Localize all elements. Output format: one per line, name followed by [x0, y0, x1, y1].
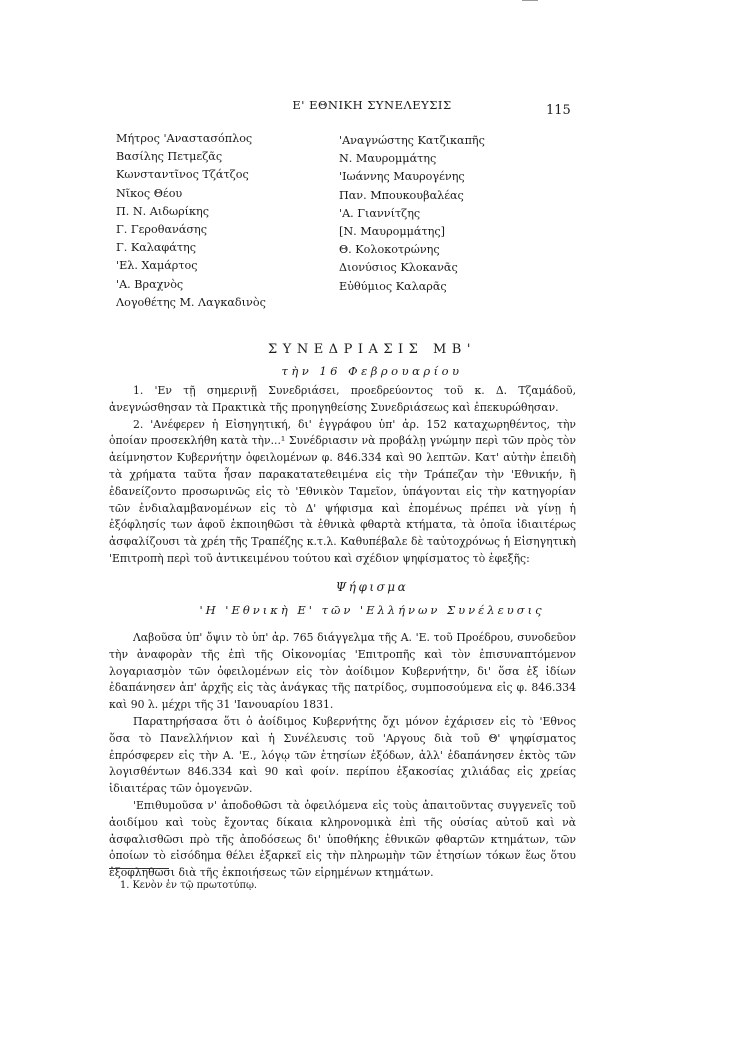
signatory-name: Κωνσταντῖνος Τζάτζος	[116, 168, 249, 182]
signatory-name: Λογοθέτης Μ. Λαγκαδινὸς	[116, 295, 266, 309]
resolution-subheading: 'Η 'Εθνικὴ Ε' τῶν 'Ελλήνων Συνέλευσις	[199, 603, 545, 617]
signatory-name: Παν. Μπουκουβαλέας	[339, 188, 464, 202]
resolution-heading: Ψήφισμα	[335, 580, 409, 594]
session-date: τὴν 16 Φεβρουαρίου	[281, 364, 463, 378]
signatories-right-column	[339, 132, 485, 296]
signatory-name: 'Αναγνώστης Κατζικαπῆς	[339, 134, 485, 147]
signatory-name: 'Α. Βραχνὸς	[116, 277, 184, 291]
footnote: 1. Κενὸν ἐν τῷ πρωτοτύπῳ.	[120, 880, 258, 891]
resolution-body	[109, 630, 576, 882]
signatories-left-column	[116, 130, 266, 312]
signatory-name: Νῖκος Θέου	[116, 186, 183, 200]
paragraph-1: 1. 'Εν τῇ σημερινῇ Συνεδριάσει, προεδρεύοντος τοῦ κ. Δ. Τζαμάδοῦ, ἀνεγνώσθησαν τὰ Πρακτικὰ τῆς προηγηθείσης Συνεδριάσεως καὶ ἐπεκυρώθησαν.	[109, 384, 576, 414]
signatory-name: Βασίλης Πετμεζᾶς	[116, 150, 223, 164]
signatory-name: 'Α. Γιαννίτζης	[339, 206, 421, 220]
page-edge-mark	[522, 0, 538, 1]
signatory-name: Μήτρος 'Αναστασόπλος	[116, 132, 253, 145]
session-body	[109, 383, 576, 568]
session-title: ΣΥΝΕΔΡΙΑΣΙΣ ΜΒ'	[268, 342, 476, 357]
signatory-name: 'Ιωάννης Μαυρογένης	[339, 170, 465, 184]
signatory-name: Θ. Κολοκοτρώνης	[339, 243, 440, 257]
signatory-name: Διονύσιος Κλοκανᾶς	[339, 261, 458, 275]
signatory-name: 'Ελ. Χαμάρτος	[116, 259, 198, 273]
resolution-paragraph-3: 'Επιθυμοῦσα ν' ἀποδοθῶσι τὰ ὀφειλόμενα εἰς τοὺς ἀπαιτοῦντας συγγενεῖς τοῦ ἀοιδίμου καὶ τοὺς ἔχοντας δίκαια κληρονομικὰ ἐπὶ τῆς οὐσίας αὐτοῦ καὶ νὰ ἀσφαλισθῶσι πρὸ τῆς ἀποδόσεως δι' ὑποθήκης ἐθνικῶν φθαρτῶν κτημάτων, τῶν ὁποίων τὸ εἰσόδημα θέλει ἐξαρκεῖ εἰς τὴν πληρωμὴν τῶν ἐτησίων τόκων ἕως ὅτου ἐξοφληθῶσι διὰ τῆς ἐκποιήσεως τῶν εἰρημένων κτημάτων.	[109, 798, 576, 880]
resolution-paragraph-2: Παρατηρήσασα ὅτι ὁ ἀοίδιμος Κυβερνήτης ὄχι μόνον ἐχάρισεν εἰς τὸ 'Εθνος ὅσα τὸ Πανελλήνιον καὶ ἡ Συνέλευσις τοῦ 'Αργους διὰ τοῦ Θ' ψηφίσματος ἐπρόσφερεν εἰς τὴν Α. 'Ε., λόγῳ τῶν ἐτησίων ἐξόδων, ἀλλ' ἐδαπάνησεν ἐκτὸς τῶν λογισθέντων 846.334 καὶ 90 καὶ φοίν. περίπου ἐξακοσίας χιλιάδας εἰς χρείας ἰδιαιτέρας τῶν ὁμογενῶν.	[109, 714, 576, 796]
signatory-name: Γ. Γεροθανάσης	[116, 223, 207, 237]
running-title: Ε' ΕΘΝΙΚΗ ΣΥΝΕΛΕΥΣΙΣ	[292, 98, 452, 112]
signatory-name: [Ν. Μαυρομμάτης]	[339, 225, 446, 239]
paragraph-2: 2. 'Ανέφερεν ἡ Εἰσηγητική, δι' ἐγγράφου ὑπ' ἀρ. 152 καταχωρηθέντος, τὴν ὁποίαν προσεκλήθη κατὰ τὴν...¹ Συνέδριασιν νὰ προβάλῃ γνώμην περὶ τῶν πρὸς τὸν ἀείμνηστον Κυβερνήτην ὀφειλομένων φ. 846.334 καὶ 90 λεπτῶν. Κατ' αὐτὴν ἐπειδὴ τὰ χρήματα ταῦτα ἦσαν παρακατατεθειμένα εἰς τὴν Τράπεζαν τὴν 'Εθνικήν, ἢ ἐδανείζοντο προσωρινῶς εἰς τὸ 'Εθνικὸν Ταμεῖον, ὑπάγονται εἰς τὴν κατηγορίαν τῶν ἐνδιαλαμβανομένων εἰς τὸ Δ' ψήφισμα καὶ ἐπομένως πρέπει νὰ γίνῃ ἡ ἐξόφλησίς των ἀφοῦ ἐκποιηθῶσι τὰ ἐθνικὰ φθαρτὰ κτήματα, τὰ ὁποῖα ἰδιαιτέρως ἀσφαλίζουσι τὰ χρέη τῆς Τραπέζης κ.τ.λ. Καθυπέβαλε δὲ ταὐτοχρόνως ἡ Εἰσηγητικὴ 'Επιτροπὴ περὶ τοῦ ἀντικειμένου τούτου καὶ σχέδιον ψηφίσματος τὸ ἑφεξῆς:	[109, 417, 576, 565]
signatory-name: Εὐθύμιος Καλαρᾶς	[339, 279, 447, 293]
signatory-name: Ν. Μαυρομμάτης	[339, 152, 437, 166]
signatory-name: Γ. Καλαφάτης	[116, 241, 196, 255]
footnote-divider	[109, 868, 169, 869]
resolution-paragraph-1: Λαβοῦσα ὑπ' ὄψιν τὸ ὑπ' ἀρ. 765 διάγγελμα τῆς Α. 'Ε. τοῦ Προέδρου, συνοδεῦον τὴν ἀναφορὰν τῆς ἐπὶ τῆς Οἰκονομίας 'Επιτροπῆς καὶ τὸν ἐπισυναπτόμενον λογαριασμὸν τῶν ὀφειλομένων εἰς τὸν ἀοίδιμον Κυβερνήτην, δι' ὅσα ἐξ ἰδίων ἐδαπάνησεν ἀπ' ἀρχῆς εἰς τὰς ἀνάγκας τῆς πατρίδος, συμποσούμενα εἰς φ. 846.334 καὶ 90 λ. μέχρι τῆς 31 'Ιανουαρίου 1831.	[109, 631, 576, 712]
signatory-name: Π. Ν. Αιδωρίκης	[116, 204, 210, 218]
page-number: 115	[546, 103, 571, 118]
